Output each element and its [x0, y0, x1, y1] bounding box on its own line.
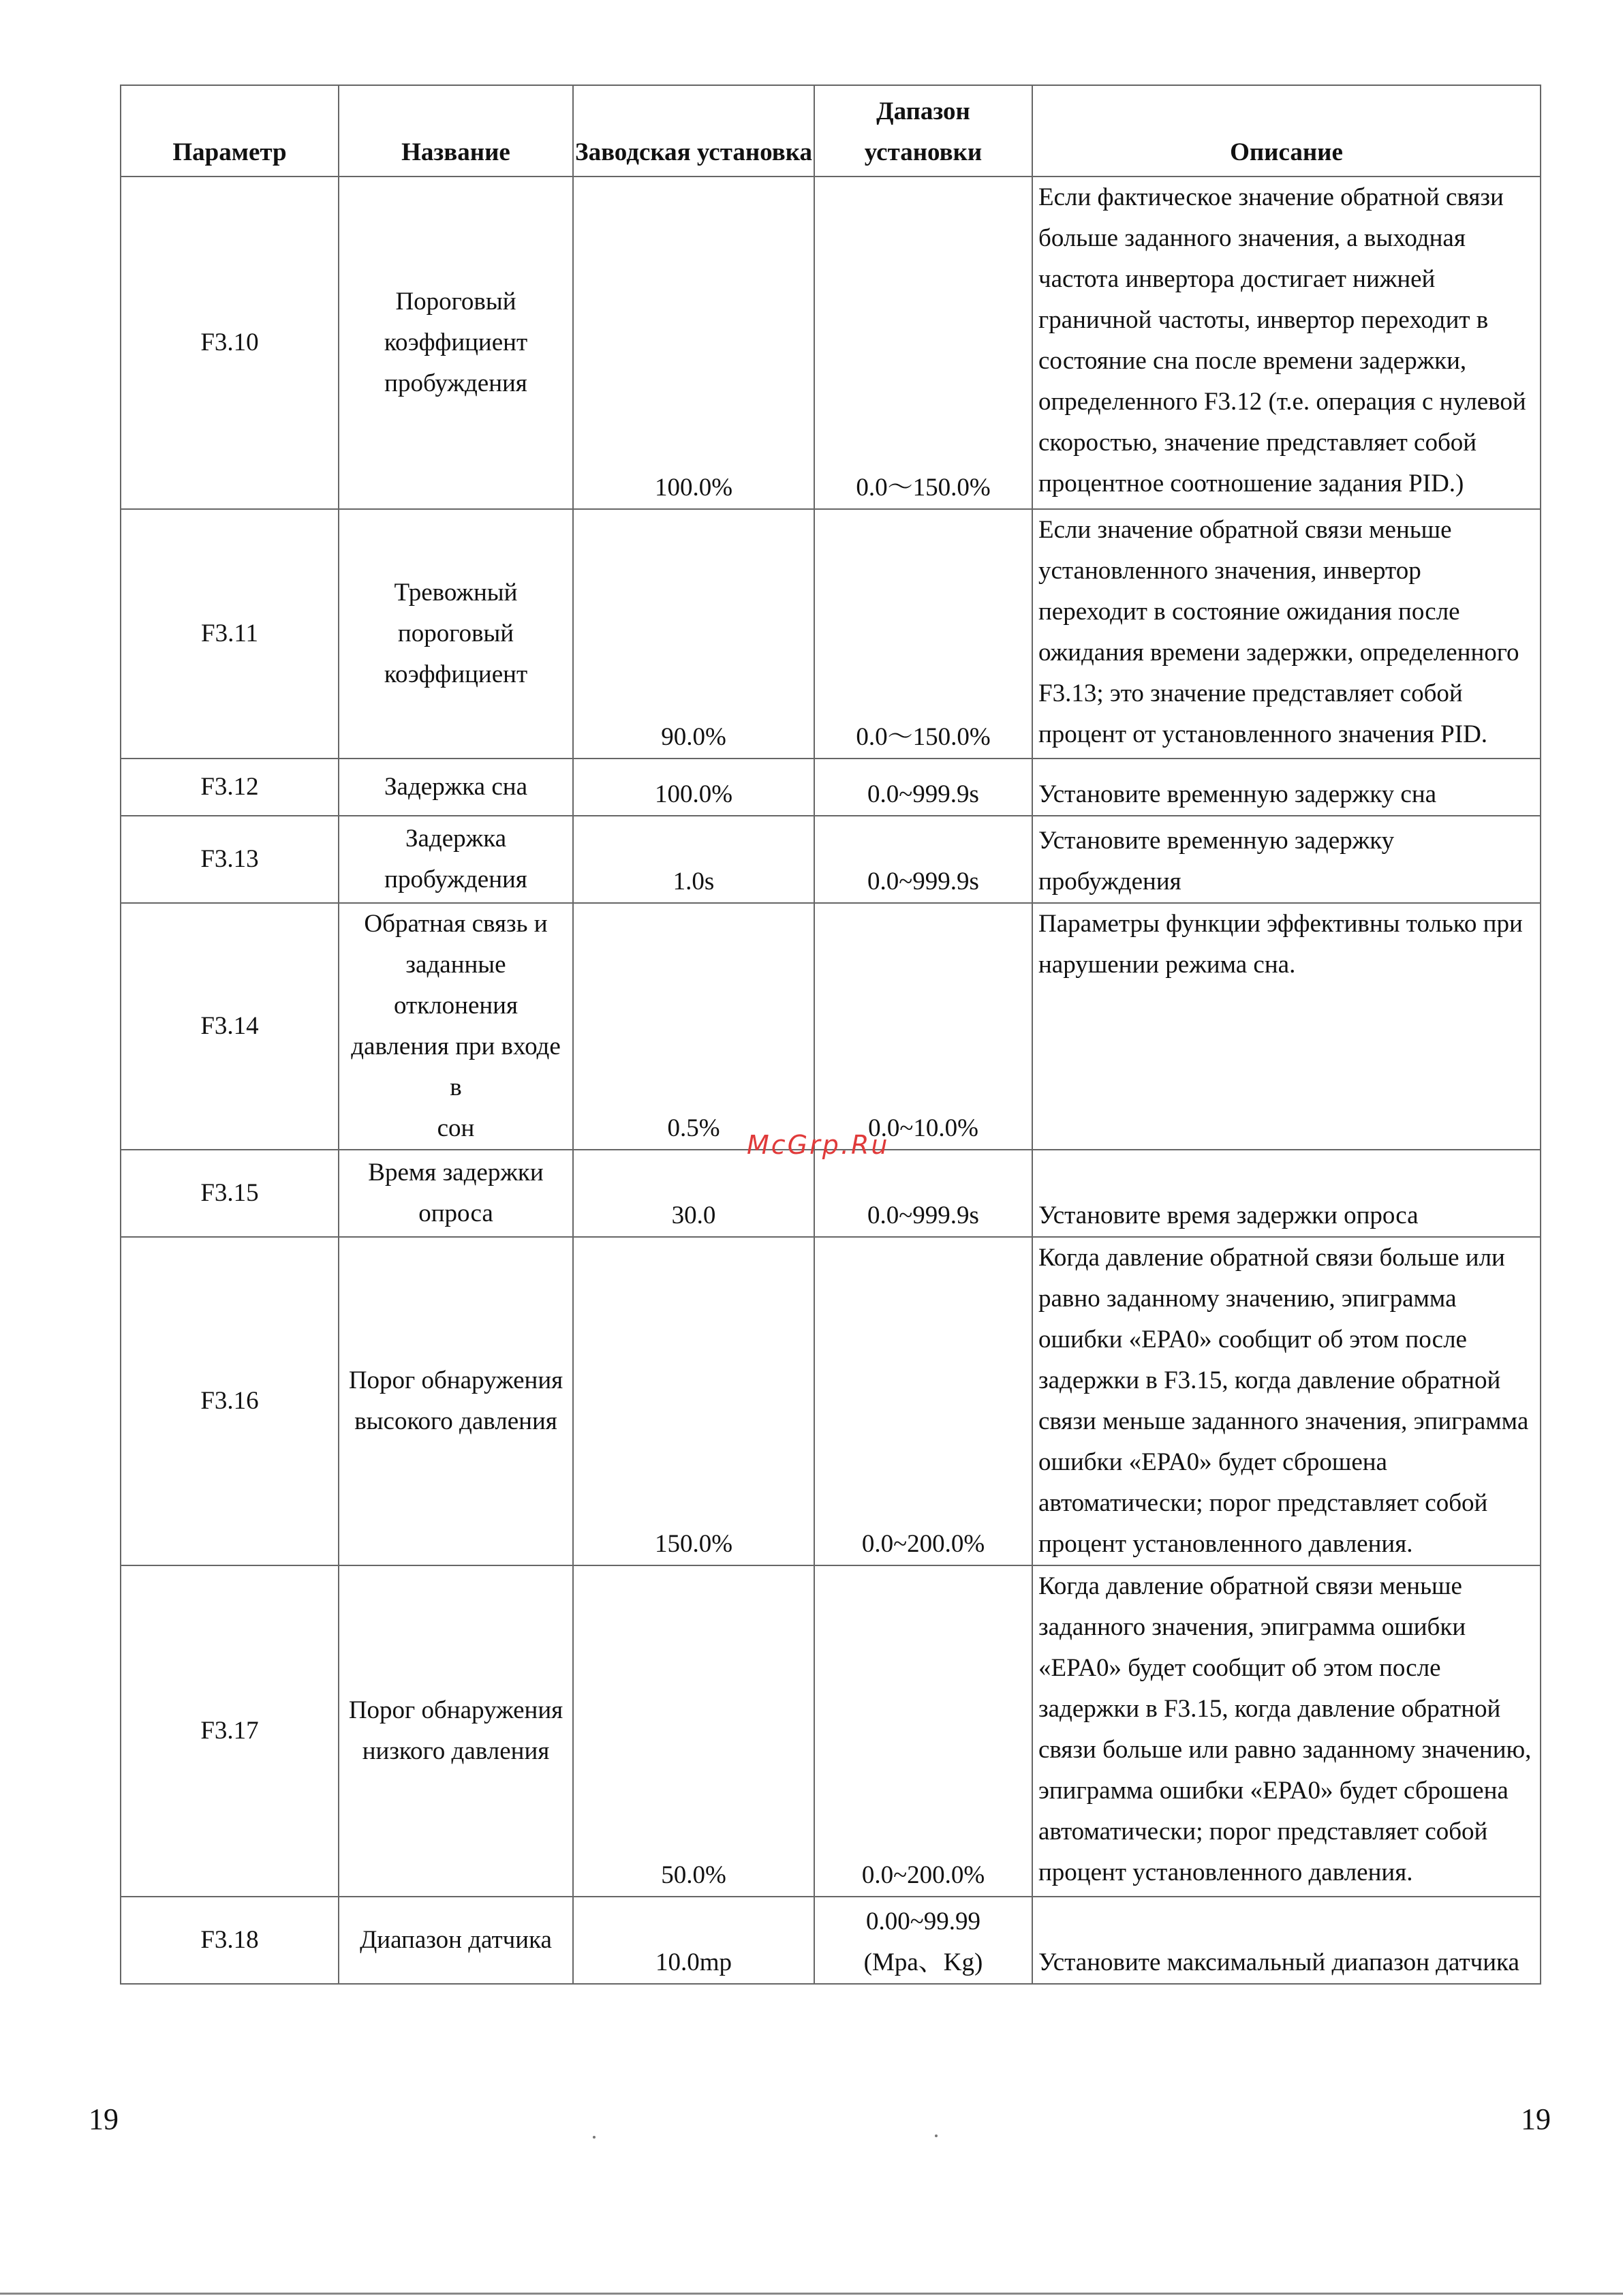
- range-cell: [814, 1150, 1032, 1237]
- description-cell: Когда давление обратной связи меньше заданного значения, эпиграмма ошибки «EPA0» будет сообщит об этом после задержки в F3.15, когда давление обратной связи больше или равно заданному значению, эпиграмма ошибки «EPA0» будет сброшена автоматически; порог представляет собой процент установленного давления.: [1032, 1565, 1541, 1897]
- table-row: [121, 1150, 1541, 1237]
- header-range-line2: установки: [864, 138, 983, 166]
- name-line: Тревожный: [394, 579, 518, 607]
- range-line: 0.0~999.9s: [867, 868, 979, 896]
- page-number-right: 19: [1521, 2102, 1551, 2136]
- name-cell: [339, 509, 573, 759]
- header-desc: Описание: [1032, 85, 1541, 177]
- name-line: заданные отклонения: [394, 951, 518, 1020]
- description-cell: Установите временную задержку сна: [1032, 759, 1541, 816]
- param-cell: F3.13: [121, 816, 339, 903]
- watermark: McGrp.Ru: [747, 1130, 890, 1160]
- name-line: пробуждения: [384, 369, 527, 397]
- table-row: [121, 1897, 1541, 1984]
- page-bottom-edge: [0, 2293, 1623, 2295]
- table-row: [121, 903, 1541, 1150]
- header-name: Название: [339, 85, 573, 177]
- description-cell: Параметры функции эффективны только при нарушении режима сна.: [1032, 903, 1541, 1150]
- name-cell: [339, 177, 573, 509]
- range-line: 0.0~200.0%: [861, 1861, 985, 1889]
- table-row: [121, 509, 1541, 759]
- range-cell: [814, 1897, 1032, 1984]
- range-line: 0.0~200.0%: [861, 1530, 985, 1558]
- range-line: 0.0~999.9s: [867, 780, 979, 808]
- name-cell: [339, 1897, 573, 1984]
- name-cell: [339, 759, 573, 816]
- description-cell: Установите максимальный диапазон датчика: [1032, 1897, 1541, 1984]
- name-line: низкого давления: [362, 1737, 550, 1765]
- name-line: Порог обнаружения: [348, 1696, 563, 1724]
- description-cell: Если фактическое значение обратной связи больше заданного значения, а выходная частота инвертора достигает нижней граничной частоты, инвертор переходит в состояние сна после времени задержки, определенного F3.12 (т.е. операция с нулевой скоростью, значение представляет собой процентное соотношение задания PID.): [1032, 177, 1541, 509]
- header-range-line1: Дапазон: [876, 97, 970, 125]
- range-cell: [814, 1565, 1032, 1897]
- name-line: Время задержки: [368, 1159, 544, 1187]
- default-cell: 150.0%: [573, 1237, 814, 1565]
- description-cell: Когда давление обратной связи больше или равно заданному значению, эпиграмма ошибки «EPA0» сообщит об этом после задержки в F3.15, когда давление обратной связи меньше заданного значения, эпиграмма ошибки «EPA0» будет сброшена автоматически; порог представляет собой процент установленного давления.: [1032, 1237, 1541, 1565]
- name-line: коэффициент: [384, 660, 528, 688]
- range-line: 0.0~10.0%: [868, 1114, 978, 1142]
- range-cell: [814, 177, 1032, 509]
- name-line: давления при входе в: [351, 1032, 561, 1101]
- table-header-row: [121, 85, 1541, 177]
- range-cell: [814, 816, 1032, 903]
- default-cell: 100.0%: [573, 759, 814, 816]
- range-line: 0.0~999.9s: [867, 1201, 979, 1229]
- default-cell: 90.0%: [573, 509, 814, 759]
- range-line: 0.0～150.0%: [856, 723, 991, 751]
- name-line: Задержка сна: [384, 773, 527, 801]
- param-cell: F3.15: [121, 1150, 339, 1237]
- param-cell: F3.16: [121, 1237, 339, 1565]
- range-line: 0.0～150.0%: [856, 474, 991, 502]
- name-cell: [339, 1237, 573, 1565]
- name-cell: [339, 1150, 573, 1237]
- default-cell: 0.5%: [573, 903, 814, 1150]
- name-cell: [339, 1565, 573, 1897]
- name-line: Диапазон датчика: [360, 1926, 552, 1954]
- name-line: сон: [437, 1114, 475, 1142]
- parameters-table: [120, 85, 1541, 1985]
- table-row: [121, 1237, 1541, 1565]
- name-line: Пороговый: [395, 288, 516, 316]
- table-row: [121, 816, 1541, 903]
- header-param: Параметр: [121, 85, 339, 177]
- default-cell: 30.0: [573, 1150, 814, 1237]
- page-number-left: 19: [89, 2102, 119, 2136]
- table-row: [121, 1565, 1541, 1897]
- param-cell: F3.12: [121, 759, 339, 816]
- name-cell: [339, 816, 573, 903]
- param-cell: F3.10: [121, 177, 339, 509]
- name-cell: [339, 903, 573, 1150]
- name-line: пробуждения: [384, 866, 527, 893]
- name-line: Задержка: [405, 825, 507, 853]
- description-cell: Если значение обратной связи меньше установленного значения, инвертор переходит в состояние ожидания после ожидания времени задержки, определенного F3.13; это значение представляет собой процент от установленного значения PID.: [1032, 509, 1541, 759]
- param-cell: F3.18: [121, 1897, 339, 1984]
- name-line: опроса: [418, 1199, 493, 1227]
- default-cell: 100.0%: [573, 177, 814, 509]
- default-cell: 1.0s: [573, 816, 814, 903]
- table-row: [121, 177, 1541, 509]
- default-cell: 10.0mp: [573, 1897, 814, 1984]
- name-line: Обратная связь и: [364, 910, 548, 938]
- param-cell: F3.11: [121, 509, 339, 759]
- range-cell: [814, 759, 1032, 816]
- default-cell: 50.0%: [573, 1565, 814, 1897]
- range-cell: [814, 1237, 1032, 1565]
- range-line: (Mpa、Kg): [863, 1948, 983, 1976]
- name-line: коэффициент: [384, 328, 528, 356]
- name-line: Порог обнаружения: [348, 1366, 563, 1394]
- table-body: [121, 177, 1541, 1984]
- range-cell: [814, 903, 1032, 1150]
- name-line: пороговый: [397, 619, 514, 647]
- range-cell: [814, 509, 1032, 759]
- param-cell: F3.17: [121, 1565, 339, 1897]
- name-line: высокого давления: [354, 1407, 557, 1435]
- range-line: 0.00~99.99: [865, 1908, 981, 1935]
- table-row: [121, 759, 1541, 816]
- description-cell: Установите временную задержку пробуждения: [1032, 816, 1541, 903]
- header-default: Заводская установка: [573, 85, 814, 177]
- header-range: [814, 85, 1032, 177]
- param-cell: F3.14: [121, 903, 339, 1150]
- description-cell: Установите время задержки опроса: [1032, 1150, 1541, 1237]
- scan-dot: [935, 2134, 938, 2137]
- scan-dot: [593, 2136, 596, 2139]
